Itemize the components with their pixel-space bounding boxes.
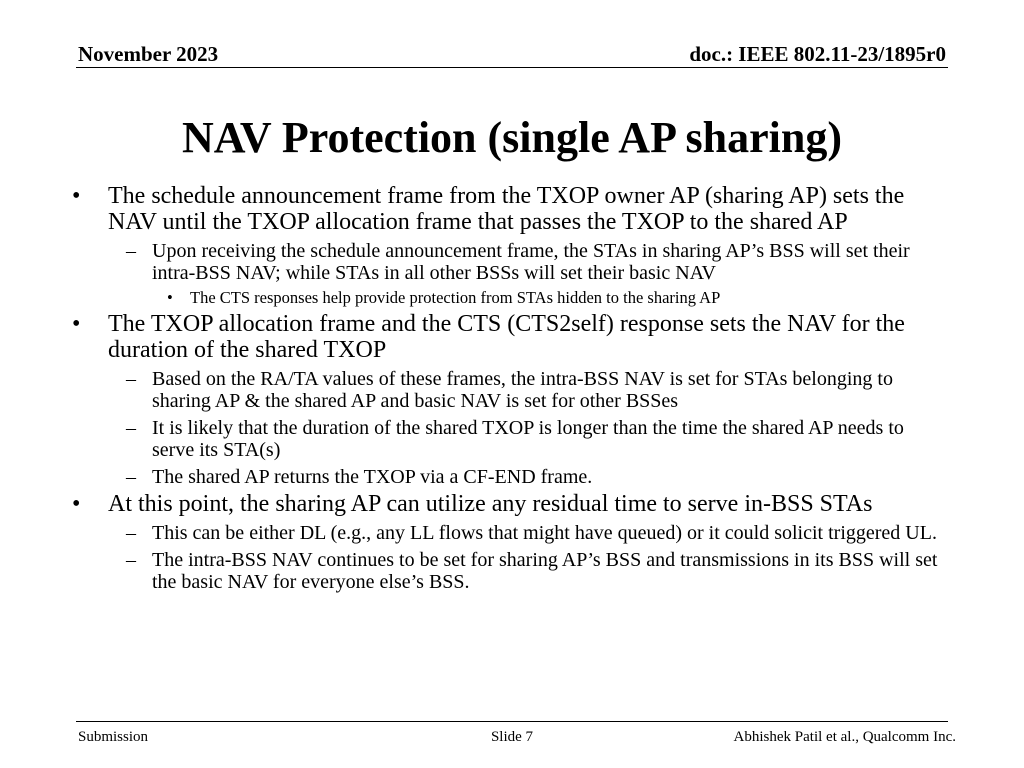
dash-marker: – <box>126 522 136 544</box>
bullet-marker: • <box>72 311 81 337</box>
footer-authors: Abhishek Patil et al., Qualcomm Inc. <box>733 729 956 745</box>
dash-marker: – <box>126 466 136 488</box>
sub-bullet-3-1 <box>70 522 950 544</box>
sub-bullet-2-1 <box>70 368 950 412</box>
bullet-text: At this point, the sharing AP can utilize any residual time to serve in-BSS STAs <box>108 491 873 517</box>
bullet-marker: • <box>72 491 81 517</box>
sub-bullet-1-1 <box>70 240 950 284</box>
slide-title: NAV Protection (single AP sharing) <box>181 113 843 162</box>
footer-submission: Submission <box>78 729 149 745</box>
dash-marker: – <box>126 417 136 439</box>
sub-bullet-text: The intra-BSS NAV continues to be set for sharing AP’s BSS and transmissions in its BSS will set the basic NAV for everyone else’s BSS. <box>152 549 938 593</box>
dash-marker: – <box>126 549 136 571</box>
header-doc-id: doc.: IEEE 802.11-23/1895r0 <box>689 42 946 66</box>
sub-bullet-2-2 <box>70 417 950 461</box>
dash-marker: – <box>126 368 136 390</box>
sub-bullet-text: Upon receiving the schedule announcement frame, the STAs in sharing AP’s BSS will set their intra-BSS NAV; while STAs in all other BSSs will set their basic NAV <box>152 240 910 284</box>
header-date: November 2023 <box>78 42 219 66</box>
sub-bullet-text: It is likely that the duration of the shared TXOP is longer than the time the shared AP needs to serve its STA(s) <box>152 417 904 461</box>
header-rule <box>76 67 948 68</box>
sub-bullet-text: This can be either DL (e.g., any LL flows that might have queued) or it could solicit triggered UL. <box>152 522 937 544</box>
sub-bullet-text: Based on the RA/TA values of these frames, the intra-BSS NAV is set for STAs belonging to sharing AP & the shared AP and basic NAV is set for other BSSes <box>152 368 893 412</box>
bullet-3 <box>70 491 950 517</box>
sub-bullet-2-3 <box>70 466 950 488</box>
bullet-2 <box>70 311 950 363</box>
footer-slide-number: Slide 7 <box>490 729 534 745</box>
bullet-marker: • <box>72 183 81 209</box>
sub-sub-bullet-text: The CTS responses help provide protection from STAs hidden to the sharing AP <box>190 288 721 307</box>
bullet-1 <box>70 183 950 235</box>
bullet-marker: • <box>167 288 173 307</box>
sub-bullet-3-2 <box>70 549 950 593</box>
dash-marker: – <box>126 240 136 262</box>
bullet-text: The TXOP allocation frame and the CTS (CTS2self) response sets the NAV for the duration of the shared TXOP <box>108 311 905 363</box>
footer-rule <box>76 721 948 722</box>
sub-sub-bullet-1-1-1 <box>70 288 950 308</box>
sub-bullet-text: The shared AP returns the TXOP via a CF-END frame. <box>152 466 593 488</box>
bullet-text: The schedule announcement frame from the TXOP owner AP (sharing AP) sets the NAV until the TXOP allocation frame that passes the TXOP to the shared AP <box>108 183 905 235</box>
slide-content <box>70 180 950 593</box>
